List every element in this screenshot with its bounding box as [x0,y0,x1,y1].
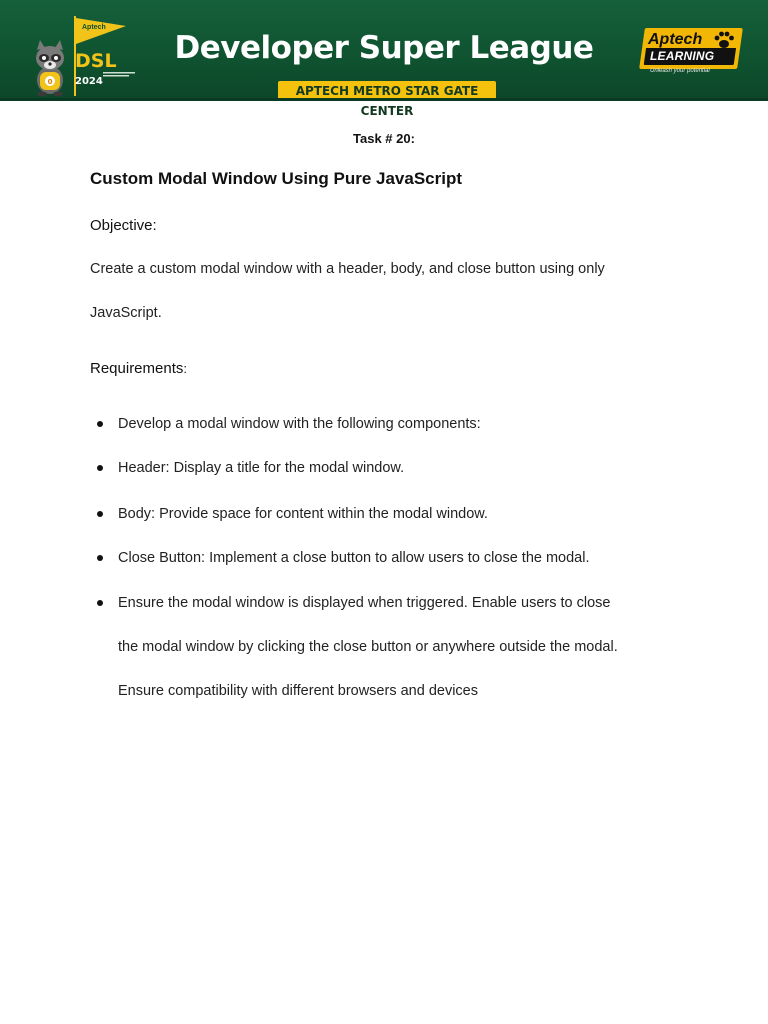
center-name-ribbon: APTECH METRO STAR GATE CENTER [278,81,496,101]
dsl-subtext-lines [103,72,135,78]
list-item [90,414,700,434]
objective-text-line-2: JavaScript. [90,305,162,321]
list-item-text-line-3: Ensure compatibility with different browsers and devices [118,683,478,699]
list-item [90,458,700,478]
list-item-text: Develop a modal window with the following components: [118,416,481,432]
bullet-icon [97,421,103,427]
list-item-text: Body: Provide space for content within the modal window. [118,506,488,522]
header-banner [0,0,768,118]
list-item-text: Close Button: Implement a close button to allow users to close the modal. [118,550,590,566]
banner-title: Developer Super League [174,30,594,66]
requirements-list [90,414,700,713]
aptech-subtitle: LEARNING [650,49,715,63]
task-number: Task # 20: [353,131,415,146]
list-item-text: Header: Display a title for the modal window. [118,460,405,476]
list-item-text-line-1: Ensure the modal window is displayed when triggered. Enable users to close [118,595,611,611]
svg-text:0: 0 [47,78,53,86]
paw-icon [712,30,736,50]
requirements-heading [90,360,187,377]
list-item-text-line-2: the modal window by clicking the close button or anywhere outside the modal. [118,639,618,655]
list-item [90,581,700,713]
bullet-icon [97,600,103,606]
list-item [90,504,700,524]
bullet-icon [97,555,103,561]
aptech-brand: Aptech [648,31,703,48]
list-item [90,548,700,568]
aptech-tagline: Unleash your potential [650,68,710,74]
flag-label: Aptech [82,24,106,31]
dsl-year: 2024 [75,76,103,87]
bullet-icon [97,465,103,471]
requirements-heading-colon: : [183,361,188,376]
document-title: Custom Modal Window Using Pure JavaScript [90,169,463,188]
dsl-acronym: DSL [75,50,117,72]
objective-text-line-1: Create a custom modal window with a header, body, and close button using only [90,261,605,277]
requirements-heading-text: Requirements [90,360,184,377]
objective-heading: Objective: [90,217,157,234]
bullet-icon [97,511,103,517]
